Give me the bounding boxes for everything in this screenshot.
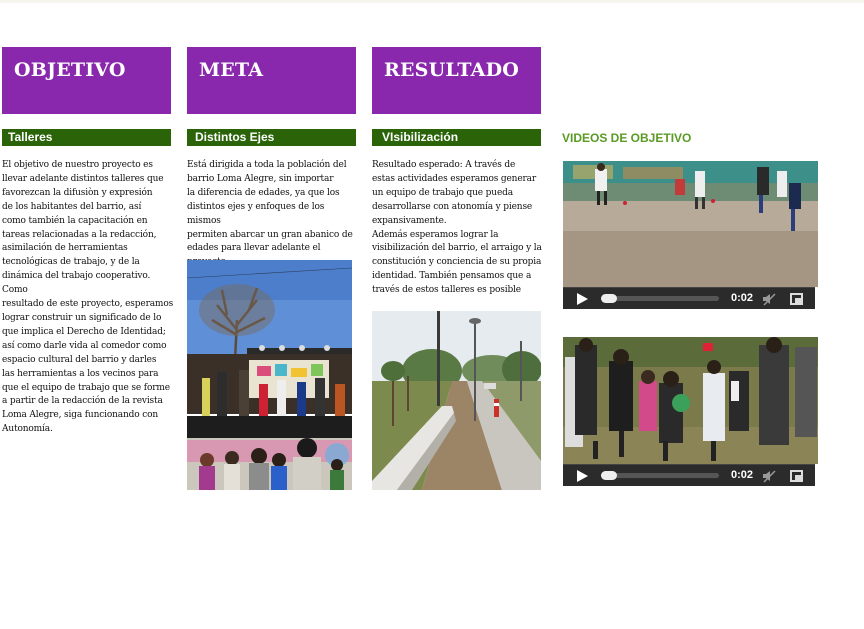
meta-header: META — [187, 47, 356, 114]
video-time: 0:02 — [731, 469, 754, 481]
street-photo — [372, 311, 541, 490]
video-progress-track[interactable] — [601, 296, 719, 301]
objetivo-column — [2, 47, 174, 437]
resultado-header: RESULTADO — [372, 47, 541, 114]
fullscreen-icon[interactable] — [790, 470, 803, 482]
video-frame-1[interactable] — [563, 161, 818, 287]
play-icon[interactable] — [577, 470, 588, 482]
top-border — [0, 0, 864, 3]
mute-icon[interactable] — [762, 469, 776, 483]
video-progress-knob[interactable] — [601, 294, 617, 303]
videos-title: VIDEOS DE OBJETIVO — [562, 131, 692, 145]
video-controls-2 — [563, 464, 815, 486]
video-time: 0:02 — [731, 292, 754, 304]
event-stage-photo — [187, 260, 352, 490]
meta-text: Está dirigida a toda la población del barrio Loma Alegre, sin importar la diferencia de edades, ya que los distintos ejes y enfoques de los mismos permiten abarcar un gran abanico de edades para llevar adelante el — [187, 160, 353, 254]
talleres-subheader: Talleres — [2, 129, 171, 146]
meta-column — [187, 47, 356, 270]
video-player-2[interactable] — [563, 337, 818, 489]
video-controls-1 — [563, 287, 815, 309]
play-icon[interactable] — [577, 293, 588, 305]
fullscreen-icon[interactable] — [790, 293, 803, 305]
video-player-1[interactable] — [563, 161, 818, 311]
video-frame-2[interactable] — [563, 337, 818, 464]
resultado-column — [372, 47, 541, 298]
video-progress-track[interactable] — [601, 473, 719, 478]
video-progress-knob[interactable] — [601, 471, 617, 480]
distintos-ejes-subheader: Distintos Ejes — [187, 129, 356, 146]
visibilizacion-subheader: VIsibilización — [372, 129, 541, 146]
mute-icon[interactable] — [762, 292, 776, 306]
resultado-text: Resultado esperado: A través de estas actividades esperamos generar un equipo de trabajo que pueda desarrollarse con atonomía y piense expansivamente. Además esperamos lograr la visibilización del barrio, el arraigo y la constitución y conciencia de su propia identidad. También pensamos que a través de estos talleres es posible — [372, 160, 542, 296]
objetivo-text: El objetivo de nuestro proyecto es llevar adelante distintos talleres que favorezcan la difusiòn y expresión de los habitantes del barrio, así como también la capacitación en tareas relacionadas a la redacción, asimilación de herramientas tecnológicas de trabajo, y de la dinámica del trabajo cooperativo. Como resultado de este proyecto, esperamos lograr construir un significado de lo que implica el Derecho de Identidad; así como darle vida al comedor como espacio cultural del barrio y darles las herramientas a los vecinos para que el equipo de trabajo que se forme a partir de la redacción de la revista Loma Alegre, siga funcionando con Autonomía. — [2, 160, 174, 435]
objetivo-header: OBJETIVO — [2, 47, 171, 114]
